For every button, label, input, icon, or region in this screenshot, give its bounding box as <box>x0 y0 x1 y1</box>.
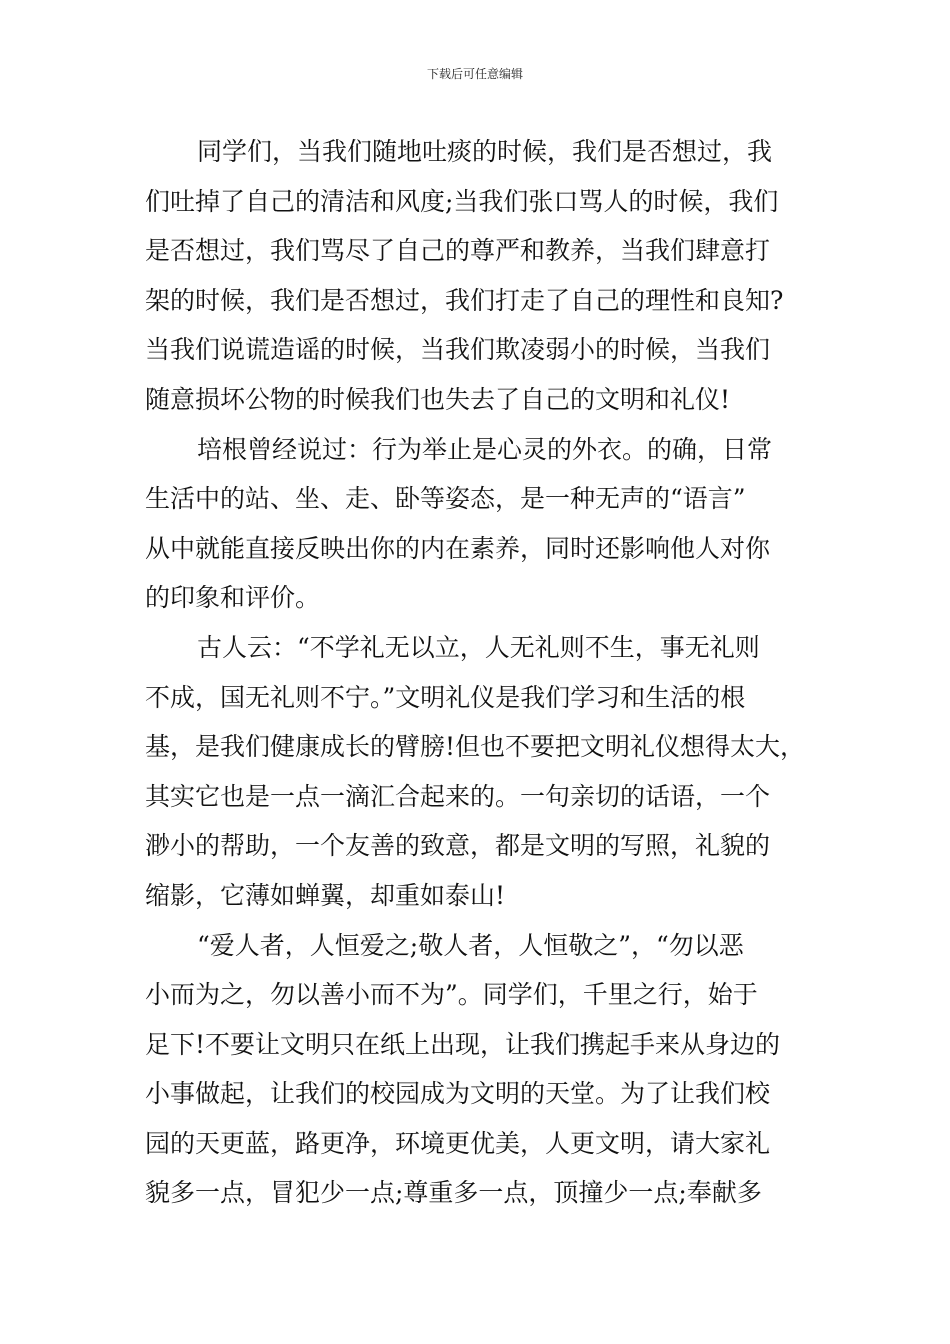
paragraph-line: 足下!不要让文明只在纸上出现，让我们携起手来从身边的 <box>145 1029 781 1059</box>
paragraph-line: 架的时候，我们是否想过，我们打走了自己的理性和良知? <box>145 285 784 315</box>
paragraph-line: 培根曾经说过：行为举止是心灵的外衣。的确，日常 <box>197 434 773 464</box>
paragraph-line: 渺小的帮助，一个友善的致意，都是文明的写照，礼貌的 <box>145 831 771 861</box>
paragraph-line: 同学们，当我们随地吐痰的时候，我们是否想过，我 <box>197 137 773 166</box>
paragraph-line: 不成，国无礼则不宁。”文明礼仪是我们学习和生活的根 <box>145 682 746 712</box>
paragraph-line: 从中就能直接反映出你的内在素养，同时还影响他人对你 <box>145 533 771 563</box>
paragraph-line: 的印象和评价。 <box>145 583 321 613</box>
paragraph-line: 基，是我们健康成长的臂膀!但也不要把文明礼仪想得太大， <box>145 732 806 762</box>
paragraph-line: 缩影，它薄如蝉翼，却重如泰山! <box>145 880 506 910</box>
paragraph-line: “爱人者，人恒爱之;敬人者，人恒敬之”，“勿以恶 <box>197 930 744 960</box>
paragraph-line: 其实它也是一点一滴汇合起来的。一句亲切的话语，一个 <box>145 781 771 811</box>
paragraph-line: 随意损坏公物的时候我们也失去了自己的文明和礼仪! <box>145 384 731 414</box>
paragraph-line: 当我们说谎造谣的时候，当我们欺凌弱小的时候，当我们 <box>145 335 771 365</box>
paragraph-line: 古人云：“不学礼无以立，人无礼则不生，事无礼则 <box>197 632 760 662</box>
paragraph-line: 园的天更蓝，路更净，环境更优美，人更文明，请大家礼 <box>145 1128 771 1158</box>
paragraph-line: 貌多一点，冒犯少一点;尊重多一点，顶撞少一点;奉献多 <box>145 1178 762 1208</box>
document-body <box>145 127 815 1218</box>
page-header: 下载后可任意编辑 <box>426 67 523 81</box>
paragraph-line: 是否想过，我们骂尽了自己的尊严和教养，当我们肆意打 <box>145 236 771 266</box>
paragraph-line: 们吐掉了自己的清洁和风度;当我们张口骂人的时候，我们 <box>145 186 779 216</box>
paragraph-line: 小事做起，让我们的校园成为文明的天堂。为了让我们校 <box>145 1079 771 1109</box>
paragraph-line: 生活中的站、坐、走、卧等姿态，是一种无声的“语言” <box>145 484 746 514</box>
paragraph-line: 小而为之，勿以善小而不为”。同学们，千里之行，始于 <box>145 980 758 1010</box>
